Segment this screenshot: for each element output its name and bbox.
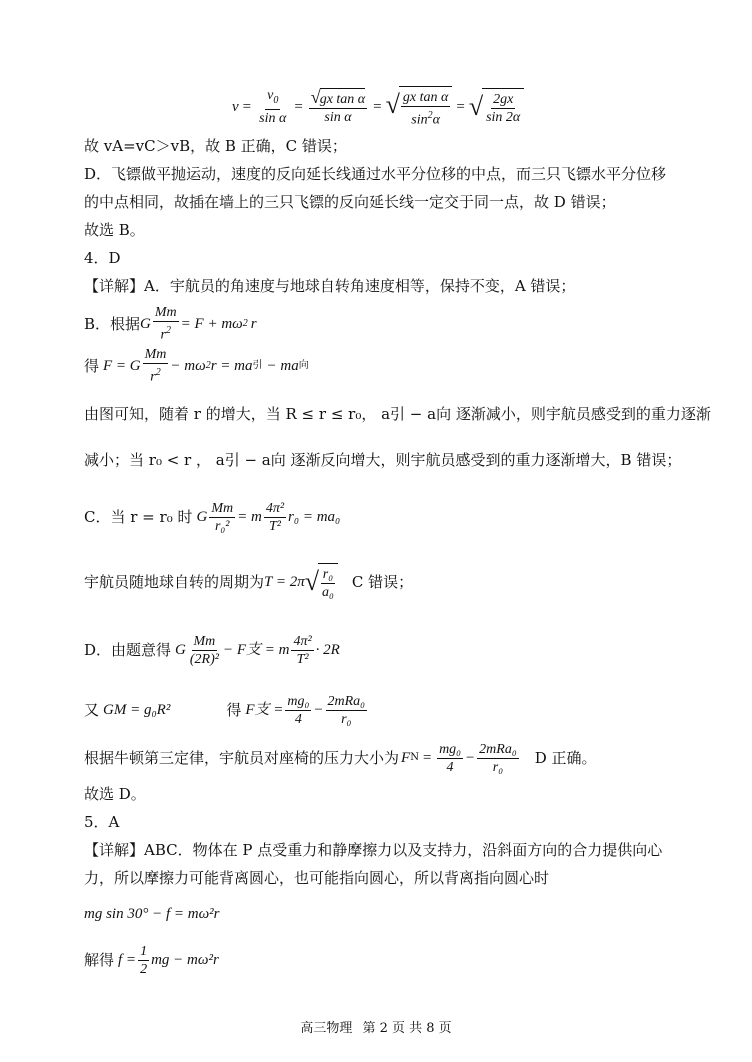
b-den: r [160,327,166,343]
line-solution [84,938,692,982]
c-fraction-2 [264,500,286,535]
gm-minus: − [313,702,324,718]
period-suffix: C 错误； [351,573,414,591]
line-newton-third [84,736,692,780]
newton-den-2: r₀ [492,759,504,775]
c-den: r₀² [214,518,230,534]
line-d-explanation-1: D．飞镖做平抛运动，速度的反向延长线通过水平分位移的中点，而三只飞镖水平分位移 [84,165,667,183]
line-answer-b: 故选 B。 [84,221,145,239]
gm-prefix: 又 [84,701,100,719]
period-num: r₀ [322,567,334,582]
d-prefix: D．由题意得 [84,641,172,659]
eq-equals: = [242,99,252,115]
period-prefix: 宇航员随地球自转的周期为 [84,573,265,591]
d-eq-b: − F支 = m [222,642,290,658]
b-eq-rhs: = F + mω [180,316,243,332]
d-num-2: 4π² [293,633,312,649]
d-eq-g: G [175,642,186,658]
newton-suffix: D 正确。 [534,749,597,767]
newton-fraction-2 [477,741,519,776]
c-fraction-1 [209,500,235,535]
fraction-sqrt-gx: √ gx tan α sin α [310,87,366,125]
derived-eq-d: − ma [266,358,299,374]
d-den-2: T² [296,651,309,667]
newton-minus: − [465,750,476,766]
num-v-sub: 0 [273,94,279,106]
line-graph-analysis-2: 减小；当 r₀ < r ， a引 − a向 逐渐反向增大，则宇航员感受到的重力逐渐增大，B 错误； [84,451,682,469]
sqrt-gxtan-over-sin2: √ $\frac{\text{gx tan α}}{\sin^2\alpha}$ [386,86,453,129]
c-eq-r0: r₀ = ma₀ [288,509,341,525]
question-4-answer: 4．D [84,249,121,267]
equation-velocity: v = $\frac{v_0}{\text{sin α}}$ = √ gx tan α sin α = √ $\frac{\text{gx tan α}}{\sin^2\alpha}$ = √ $\frac{2gx}{\sin 2\alpha}$ [232,84,692,130]
gm-den: 4 [294,711,302,727]
solution-fraction [138,943,149,978]
period-den: a₀ [322,585,334,600]
num-2gx: 2gx [493,92,514,107]
derived-sub-xiang: 向 [298,360,309,371]
question-5-answer: 5．A [84,813,120,831]
newton-prefix: 根据牛顿第三定律，宇航员对座椅的压力大小为 [84,749,400,767]
line-detail-abc-2: 力，所以摩擦力可能背离圆心，也可能指向圆心，所以背离指向圆心时 [84,869,550,887]
derived-eq-c: r = ma [210,358,253,374]
newton-num-2: 2mRa₀ [479,741,517,757]
solution-eq-f: f = [118,952,137,968]
num-v: v [267,88,274,104]
derived-num: Mm [144,347,167,363]
period-sqrt: √ $\frac{\text{r₀}}{\text{a₀}}$ [305,563,338,601]
derived-prefix: 得 [84,357,100,375]
line-detail-abc-1: 【详解】ABC．物体在 P 点受重力和静摩擦力以及支持力，沿斜面方向的合力提供向心 [84,841,663,859]
c-prefix: C．当 r = r₀ 时 [84,508,193,526]
newton-f: F [401,750,411,766]
newton-fraction-1 [437,741,463,776]
eq-v: v [232,99,239,115]
den-sin-2alpha: sin 2α [486,110,521,125]
solution-num: 1 [140,943,148,959]
gm-eq-f: F支 = [245,702,284,718]
den-sin: sin [411,112,428,128]
gm-eq: GM = g₀R² [103,702,171,718]
newton-den: 4 [446,759,454,775]
d-eq-c: · 2R [315,642,340,658]
den-sin-sup: 2 [427,109,433,121]
gm-fraction-1 [285,693,311,728]
line-c-equation [84,494,692,540]
c-num-2: 4π² [265,500,285,516]
num-gxtan: gx tan α [402,89,449,105]
d-num: Mm [193,633,216,649]
line-velocity-comparison: 故 vA=vC＞vB，故 B 正确，C 错误； [84,137,347,155]
den-sin-alpha: sin α [259,110,287,126]
gm-num-2: 2mRa₀ [327,693,366,709]
line-derived-force: 得 F = G $\frac{Mm}{r^2}$ − mω 2 r = ma 引 − ma 向 [84,347,309,385]
line-period [84,558,692,606]
newton-equals: = [421,750,433,766]
solution-eq-b: mg − mω²r [151,952,219,968]
b-num: Mm [154,305,177,321]
line-graph-analysis-1: 由图可知，随着 r 的增大，当 R ≤ r ≤ r₀， a引 − a向 逐渐减小，则宇航员感受到的重力逐渐 [84,405,711,423]
fraction-v0-sin [257,87,288,127]
derived-eq-b: − mω [170,358,206,374]
c-eq-m: = m [237,509,262,525]
page-footer [0,1017,752,1036]
d-fraction-2 [291,633,313,668]
line-friction-equation: mg sin 30° − f = mω²r [84,906,220,922]
b-eq-g: G [140,316,151,332]
d-fraction-1 [188,633,221,668]
period-eq: T = 2π [264,574,305,590]
newton-num: mg₀ [439,741,462,757]
line-b-equation: B．根据 G $\frac{Mm}{r^2}$ = F + mω 2 r [84,305,257,343]
den-alpha: α [432,112,440,128]
derived-den: r [150,369,156,385]
b-eq-r: r [250,316,257,332]
c-eq-g: G [196,509,208,525]
sqrt-2gx-over-sin2a: √ $\frac{2gx}{\sin 2\alpha}$ [469,88,524,126]
gm-mid: 得 [226,701,242,719]
footer-page-number: 第 2 页 共 8 页 [362,1021,452,1036]
line-d-equation [84,626,692,674]
solution-prefix: 解得 [84,951,115,969]
derived-fraction: $\frac{Mm}{r^2}$ [144,347,167,385]
num-sqrt-gxtan: gx tan α [320,88,365,108]
newton-sub-n: N [410,752,419,763]
solution-den: 2 [140,961,148,977]
derived-sub-yin: 引 [252,360,263,371]
gm-den-2: r₀ [341,711,352,727]
line-d-explanation-2: 的中点相同，故插在墙上的三只飞镖的反向延长线一定交于同一点，故 D 错误； [84,193,616,211]
c-num: Mm [211,500,234,516]
footer-subject: 高三物理 [300,1021,353,1036]
line-detail-a: 【详解】A．宇航员的角速度与地球自转角速度相等，保持不变，A 错误； [84,277,576,295]
derived-eq-a: F = G [103,358,141,374]
line-answer-d: 故选 D。 [84,785,146,803]
d-den: (2R)² [189,651,219,667]
line-gm-relation [84,688,692,732]
den-sin-alpha-2: sin α [324,110,352,125]
gm-num: mg₀ [287,693,310,709]
b-fraction: $\frac{Mm}{r^2}$ [154,305,177,343]
gm-fraction-2 [326,693,368,728]
b-prefix: B．根据 [84,315,141,333]
c-den-2: T² [268,518,281,534]
